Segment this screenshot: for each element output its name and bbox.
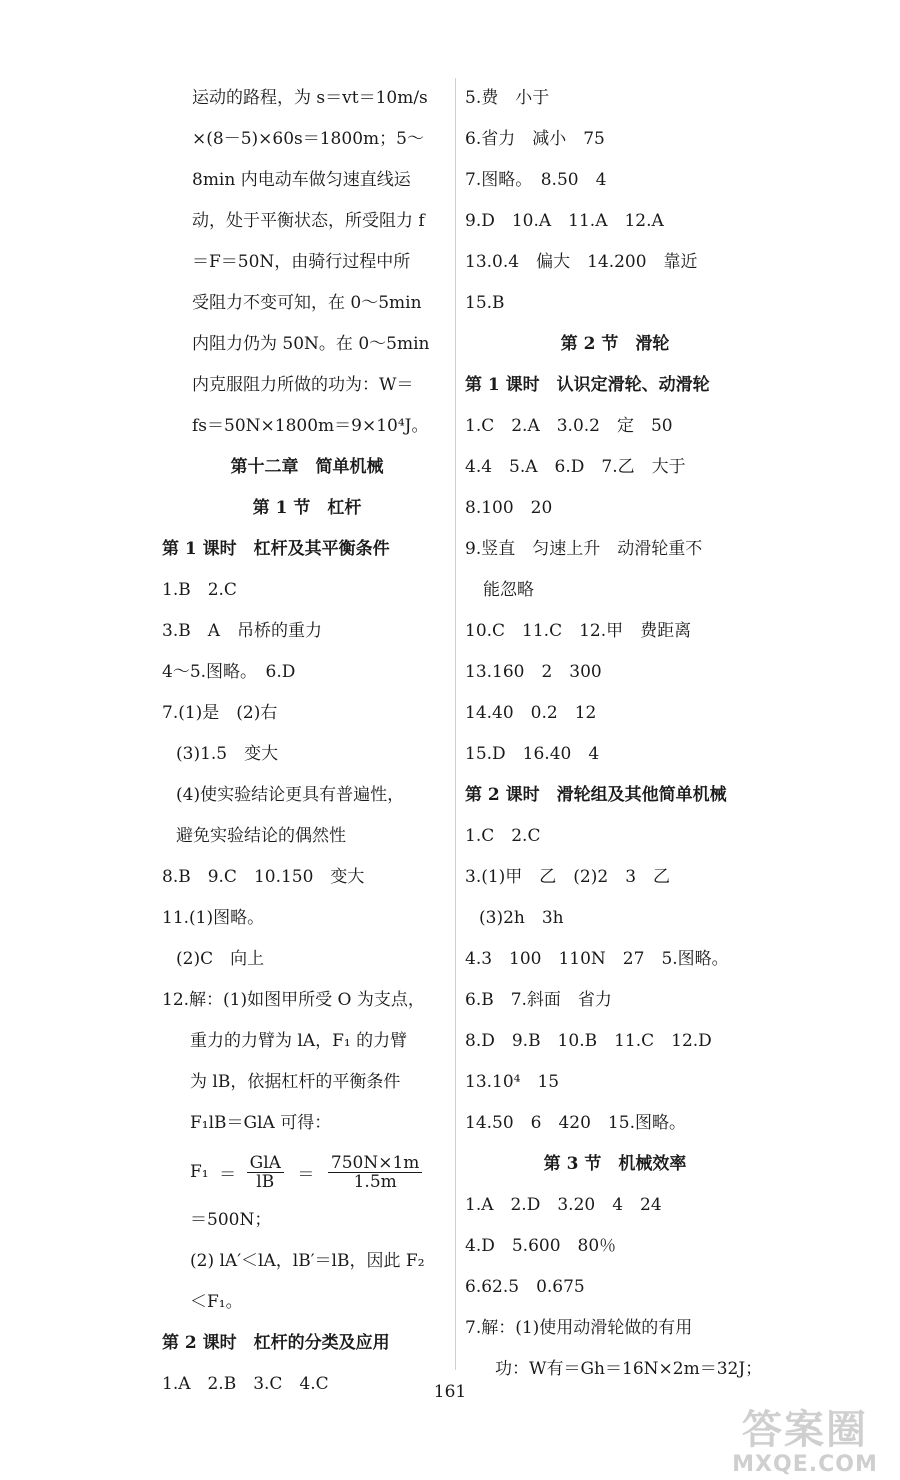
answer-line: 9.D 10.A 11.A 12.A [465, 211, 664, 231]
text-line: ＝F＝50N，由骑行过程中所 [192, 252, 411, 272]
answer-line: (4)使实验结论更具有普遍性， [176, 785, 405, 805]
answer-line: 6.62.5 0.675 [465, 1277, 585, 1297]
chapter-heading: 第十二章 简单机械 [230, 457, 384, 477]
equation [162, 1144, 452, 1200]
answer-line: 4.3 100 110N 27 5.图略。 [465, 949, 729, 969]
answer-line: 7.(1)是 (2)右 [162, 703, 278, 723]
answer-line: 8.D 9.B 10.B 11.C 12.D [465, 1031, 712, 1051]
answer-line: 能忽略 [483, 580, 534, 600]
answer-line: (2)C 向上 [176, 949, 265, 969]
answer-line: 避免实验结论的偶然性 [176, 826, 346, 846]
fraction-denominator: lB [256, 1171, 275, 1192]
answer-line: 1.A 2.D 3.20 4 24 [465, 1195, 662, 1215]
answer-line: 1.A 2.B 3.C 4.C [162, 1374, 329, 1394]
answer-line: 9.竖直 匀速上升 动滑轮重不 [465, 539, 703, 559]
answer-line: (2) lA′＜lA，lB′＝lB，因此 F₂ [190, 1251, 425, 1271]
page-number: 161 [433, 1382, 467, 1402]
answer-line: F₁lB＝GlA 可得： [190, 1113, 332, 1133]
answer-line: 4.D 5.600 80％ [465, 1236, 617, 1256]
equation-lhs: F₁ [190, 1162, 209, 1182]
section-heading: 第 2 节 滑轮 [560, 334, 670, 354]
answer-line: 13.160 2 300 [465, 662, 602, 682]
fraction-numerator: GlA [247, 1154, 284, 1173]
answer-line: 功：W有＝Gh＝16N×2m＝32J； [495, 1359, 763, 1379]
answer-line: 3.B A 吊桥的重力 [162, 621, 322, 641]
answer-line: 4.4 5.A 6.D 7.乙 大于 [465, 457, 686, 477]
answer-line: 15.D 16.40 4 [465, 744, 600, 764]
answer-line: 1.C 2.C [465, 826, 541, 846]
watermark [720, 1408, 890, 1477]
answer-line: 14.50 6 420 15.图略。 [465, 1113, 686, 1133]
section-heading: 第 1 节 杠杆 [252, 498, 362, 518]
fraction-numerator: 750N×1m [328, 1154, 423, 1173]
text-line: 内克服阻力所做的功为：W＝ [192, 375, 414, 395]
answer-line: 重力的力臂为 lA，F₁ 的力臂 [190, 1031, 408, 1051]
answer-line: ＜F₁。 [190, 1292, 243, 1312]
watermark-logo: 答案圈 [742, 1407, 868, 1453]
answer-line: 11.(1)图略。 [162, 908, 265, 928]
text-line: 运动的路程，为 s＝vt＝10m/s [192, 88, 428, 108]
answer-line: 4～5.图略。 6.D [162, 662, 296, 682]
answer-line: 13.0.4 偏大 14.200 靠近 [465, 252, 698, 272]
answer-line: 7.解：(1)使用动滑轮做的有用 [465, 1318, 693, 1338]
right-column [465, 78, 765, 1390]
answer-line: 7.图略。 8.50 4 [465, 170, 607, 190]
answer-line: (3)2h 3h [479, 908, 564, 928]
text-line: fs＝50N×1800m＝9×10⁴J。 [192, 416, 429, 436]
answer-line: 5.费 小于 [465, 88, 550, 108]
answer-line: 8.B 9.C 10.150 变大 [162, 867, 365, 887]
section-heading: 第 3 节 机械效率 [543, 1154, 687, 1174]
lesson-heading: 第 2 课时 滑轮组及其他简单机械 [465, 785, 727, 805]
fraction [328, 1154, 423, 1191]
answer-line: 1.B 2.C [162, 580, 237, 600]
fraction-denominator: 1.5m [353, 1171, 397, 1192]
answer-line: 1.C 2.A 3.0.2 定 50 [465, 416, 673, 436]
answer-line: 6.省力 减小 75 [465, 129, 605, 149]
answer-line: 12.解：(1)如图甲所受 O 为支点， [162, 990, 425, 1010]
answer-line: 10.C 11.C 12.甲 费距离 [465, 621, 692, 641]
answer-line: 15.B [465, 293, 505, 313]
answer-line: 为 lB，依据杠杆的平衡条件 [190, 1072, 401, 1092]
text-line: 内阻力仍为 50N。在 0～5min [192, 334, 430, 354]
answer-line: 8.100 20 [465, 498, 553, 518]
answer-line: ＝500N； [190, 1210, 272, 1230]
answer-line: 3.(1)甲 乙 (2)2 3 乙 [465, 867, 671, 887]
equation-equals: ＝ [297, 1164, 315, 1185]
answer-line: (3)1.5 变大 [176, 744, 279, 764]
lesson-heading: 第 1 课时 杠杆及其平衡条件 [162, 539, 390, 559]
text-line: 动，处于平衡状态，所受阻力 f [192, 211, 425, 231]
lesson-heading: 第 2 课时 杠杆的分类及应用 [162, 1333, 390, 1353]
answer-line: 6.B 7.斜面 省力 [465, 990, 612, 1010]
equation-equals: ＝ [219, 1164, 237, 1185]
answer-line: 14.40 0.2 12 [465, 703, 597, 723]
fraction [247, 1154, 284, 1191]
text-line: 受阻力不变可知，在 0～5min [192, 293, 422, 313]
left-column [162, 78, 452, 1405]
lesson-heading: 第 1 课时 认识定滑轮、动滑轮 [465, 375, 710, 395]
text-line: 8min 内电动车做匀速直线运 [192, 170, 411, 190]
answer-line: 13.10⁴ 15 [465, 1072, 560, 1092]
text-line: ×(8－5)×60s＝1800m；5～ [192, 129, 424, 149]
watermark-url: MXQE.COM [732, 1452, 878, 1477]
column-divider [455, 78, 456, 1370]
